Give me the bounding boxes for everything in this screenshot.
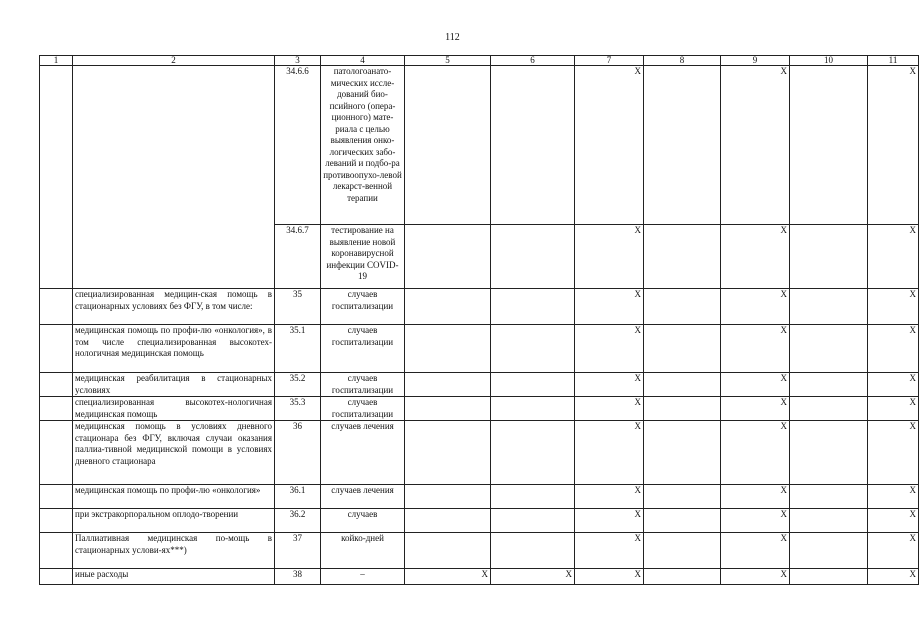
cell-col-3: 34.6.6 [275,66,321,225]
cell-col-7: X [575,66,644,225]
cell-col-3: 35.1 [275,325,321,373]
header-col-7: 7 [575,56,644,66]
page-number: 112 [445,32,460,43]
cell-col-9: X [721,66,790,225]
table-row [40,373,919,397]
cell-col-3: 35.2 [275,373,321,397]
cell-col-8 [644,373,721,397]
cell-col-11: X [868,289,919,325]
cell-col-8 [644,569,721,585]
cell-col-2: Паллиативная медицинская по-мощь в стационарных услови-ях***) [73,533,275,569]
cell-col-5 [405,509,491,533]
cell-col-8 [644,325,721,373]
cell-col-7: X [575,373,644,397]
table-row [40,325,919,373]
cell-col-8 [644,225,721,289]
cell-col-10 [790,373,868,397]
cell-col-4: случаев лечения [321,485,405,509]
table-row [40,397,919,421]
table-row [40,533,919,569]
cell-col-7: X [575,397,644,421]
cell-col-11: X [868,421,919,485]
cell-col-7: X [575,485,644,509]
cell-col-6 [491,225,575,289]
cell-col-2: при экстракорпоральном оплодо-творении [73,509,275,533]
cell-col-11: X [868,66,919,225]
cell-col-6 [491,289,575,325]
cell-col-9: X [721,569,790,585]
cell-col-9: X [721,373,790,397]
cell-col-3: 35 [275,289,321,325]
cell-col-4: койко-дней [321,533,405,569]
cell-col-1 [40,397,73,421]
cell-col-11: X [868,509,919,533]
cell-col-11: X [868,569,919,585]
cell-col-6 [491,66,575,225]
cell-col-3: 36.2 [275,509,321,533]
cell-col-10 [790,485,868,509]
cell-col-11: X [868,397,919,421]
cell-col-7: X [575,421,644,485]
cell-col-3: 36 [275,421,321,485]
header-col-4: 4 [321,56,405,66]
cell-col-2: медицинская реабилитация в стационарных условиях [73,373,275,397]
cell-col-1 [40,325,73,373]
cell-col-1 [40,569,73,585]
cell-col-5 [405,289,491,325]
table-row [40,66,919,225]
cell-col-10 [790,325,868,373]
cell-col-4: случаев госпитализации [321,397,405,421]
header-col-5: 5 [405,56,491,66]
cell-col-6 [491,533,575,569]
cell-col-1 [40,421,73,485]
cell-col-2: медицинская помощь в условиях дневного стационара без ФГУ, включая случаи оказания паллиа-тивной медицинской помощи в условиях дневного стационара [73,421,275,485]
cell-col-8 [644,533,721,569]
cell-col-9: X [721,225,790,289]
cell-col-1 [40,289,73,325]
table-row [40,509,919,533]
header-col-1: 1 [40,56,73,66]
cell-col-8 [644,485,721,509]
cell-col-4: случаев лечения [321,421,405,485]
cell-col-8 [644,66,721,225]
cell-col-9: X [721,325,790,373]
cell-col-4: – [321,569,405,585]
cell-col-6 [491,421,575,485]
cell-col-7: X [575,225,644,289]
header-col-3: 3 [275,56,321,66]
cell-col-3: 36.1 [275,485,321,509]
header-col-8: 8 [644,56,721,66]
cell-col-11: X [868,225,919,289]
cell-col-10 [790,533,868,569]
cell-col-11: X [868,533,919,569]
data-table [39,55,919,585]
cell-col-4: случаев [321,509,405,533]
header-col-9: 9 [721,56,790,66]
cell-col-6: X [491,569,575,585]
cell-col-8 [644,421,721,485]
table-row [40,485,919,509]
cell-col-4: тестирование на выявление новой коронавирусной инфекции COVID-19 [321,225,405,289]
cell-col-6 [491,485,575,509]
cell-col-9: X [721,509,790,533]
cell-col-11: X [868,485,919,509]
cell-col-4: случаев госпитализации [321,325,405,373]
cell-col-5 [405,373,491,397]
table-row [40,289,919,325]
cell-col-5 [405,325,491,373]
cell-col-2: медицинская помощь по профи-лю «онкология», в том числе специализированная высокотех-нологичная медицинская помощь [73,325,275,373]
cell-col-5 [405,66,491,225]
cell-col-2: медицинская помощь по профи-лю «онкология» [73,485,275,509]
cell-col-11: X [868,325,919,373]
cell-col-5 [405,225,491,289]
cell-col-4: патологоанато-мических иссле-дований био-псийного (опера-ционного) мате-риала с целью выявления онко-логических забо-леваний и подбо-ра противоопухо-левой лекарст-венной терапии [321,66,405,225]
cell-col-8 [644,397,721,421]
cell-col-8 [644,509,721,533]
cell-col-6 [491,373,575,397]
cell-col-6 [491,325,575,373]
cell-col-10 [790,569,868,585]
table-header [40,56,919,66]
cell-col-9: X [721,533,790,569]
cell-col-11: X [868,373,919,397]
cell-col-3: 35.3 [275,397,321,421]
cell-col-7: X [575,289,644,325]
cell-col-3: 34.6.7 [275,225,321,289]
cell-col-1 [40,533,73,569]
cell-col-5 [405,533,491,569]
cell-col-2: специализированная высокотех-нологичная медицинская помощь [73,397,275,421]
cell-col-7: X [575,569,644,585]
cell-col-3: 38 [275,569,321,585]
cell-col-4: случаев госпитализации [321,373,405,397]
cell-col-7: X [575,325,644,373]
cell-col-2: иные расходы [73,569,275,585]
cell-col-10 [790,397,868,421]
cell-col-5 [405,397,491,421]
cell-col-5 [405,421,491,485]
cell-col-7: X [575,533,644,569]
cell-col-2 [73,66,275,289]
table-body [40,66,919,585]
cell-col-9: X [721,397,790,421]
cell-col-5: X [405,569,491,585]
cell-col-9: X [721,289,790,325]
cell-col-9: X [721,421,790,485]
cell-col-1 [40,509,73,533]
cell-col-4: случаев госпитализации [321,289,405,325]
cell-col-2: специализированная медицин-ская помощь в стационарных условиях без ФГУ, в том числе: [73,289,275,325]
header-col-2: 2 [73,56,275,66]
cell-col-10 [790,225,868,289]
cell-col-6 [491,397,575,421]
cell-col-7: X [575,509,644,533]
cell-col-10 [790,421,868,485]
header-row [40,56,919,66]
cell-col-8 [644,289,721,325]
cell-col-6 [491,509,575,533]
cell-col-10 [790,289,868,325]
header-col-11: 11 [868,56,919,66]
cell-col-10 [790,66,868,225]
cell-col-9: X [721,485,790,509]
cell-col-1 [40,66,73,289]
cell-col-5 [405,485,491,509]
header-col-6: 6 [491,56,575,66]
table-row [40,421,919,485]
header-col-10: 10 [790,56,868,66]
cell-col-10 [790,509,868,533]
cell-col-1 [40,485,73,509]
table-row [40,569,919,585]
cell-col-3: 37 [275,533,321,569]
cell-col-1 [40,373,73,397]
